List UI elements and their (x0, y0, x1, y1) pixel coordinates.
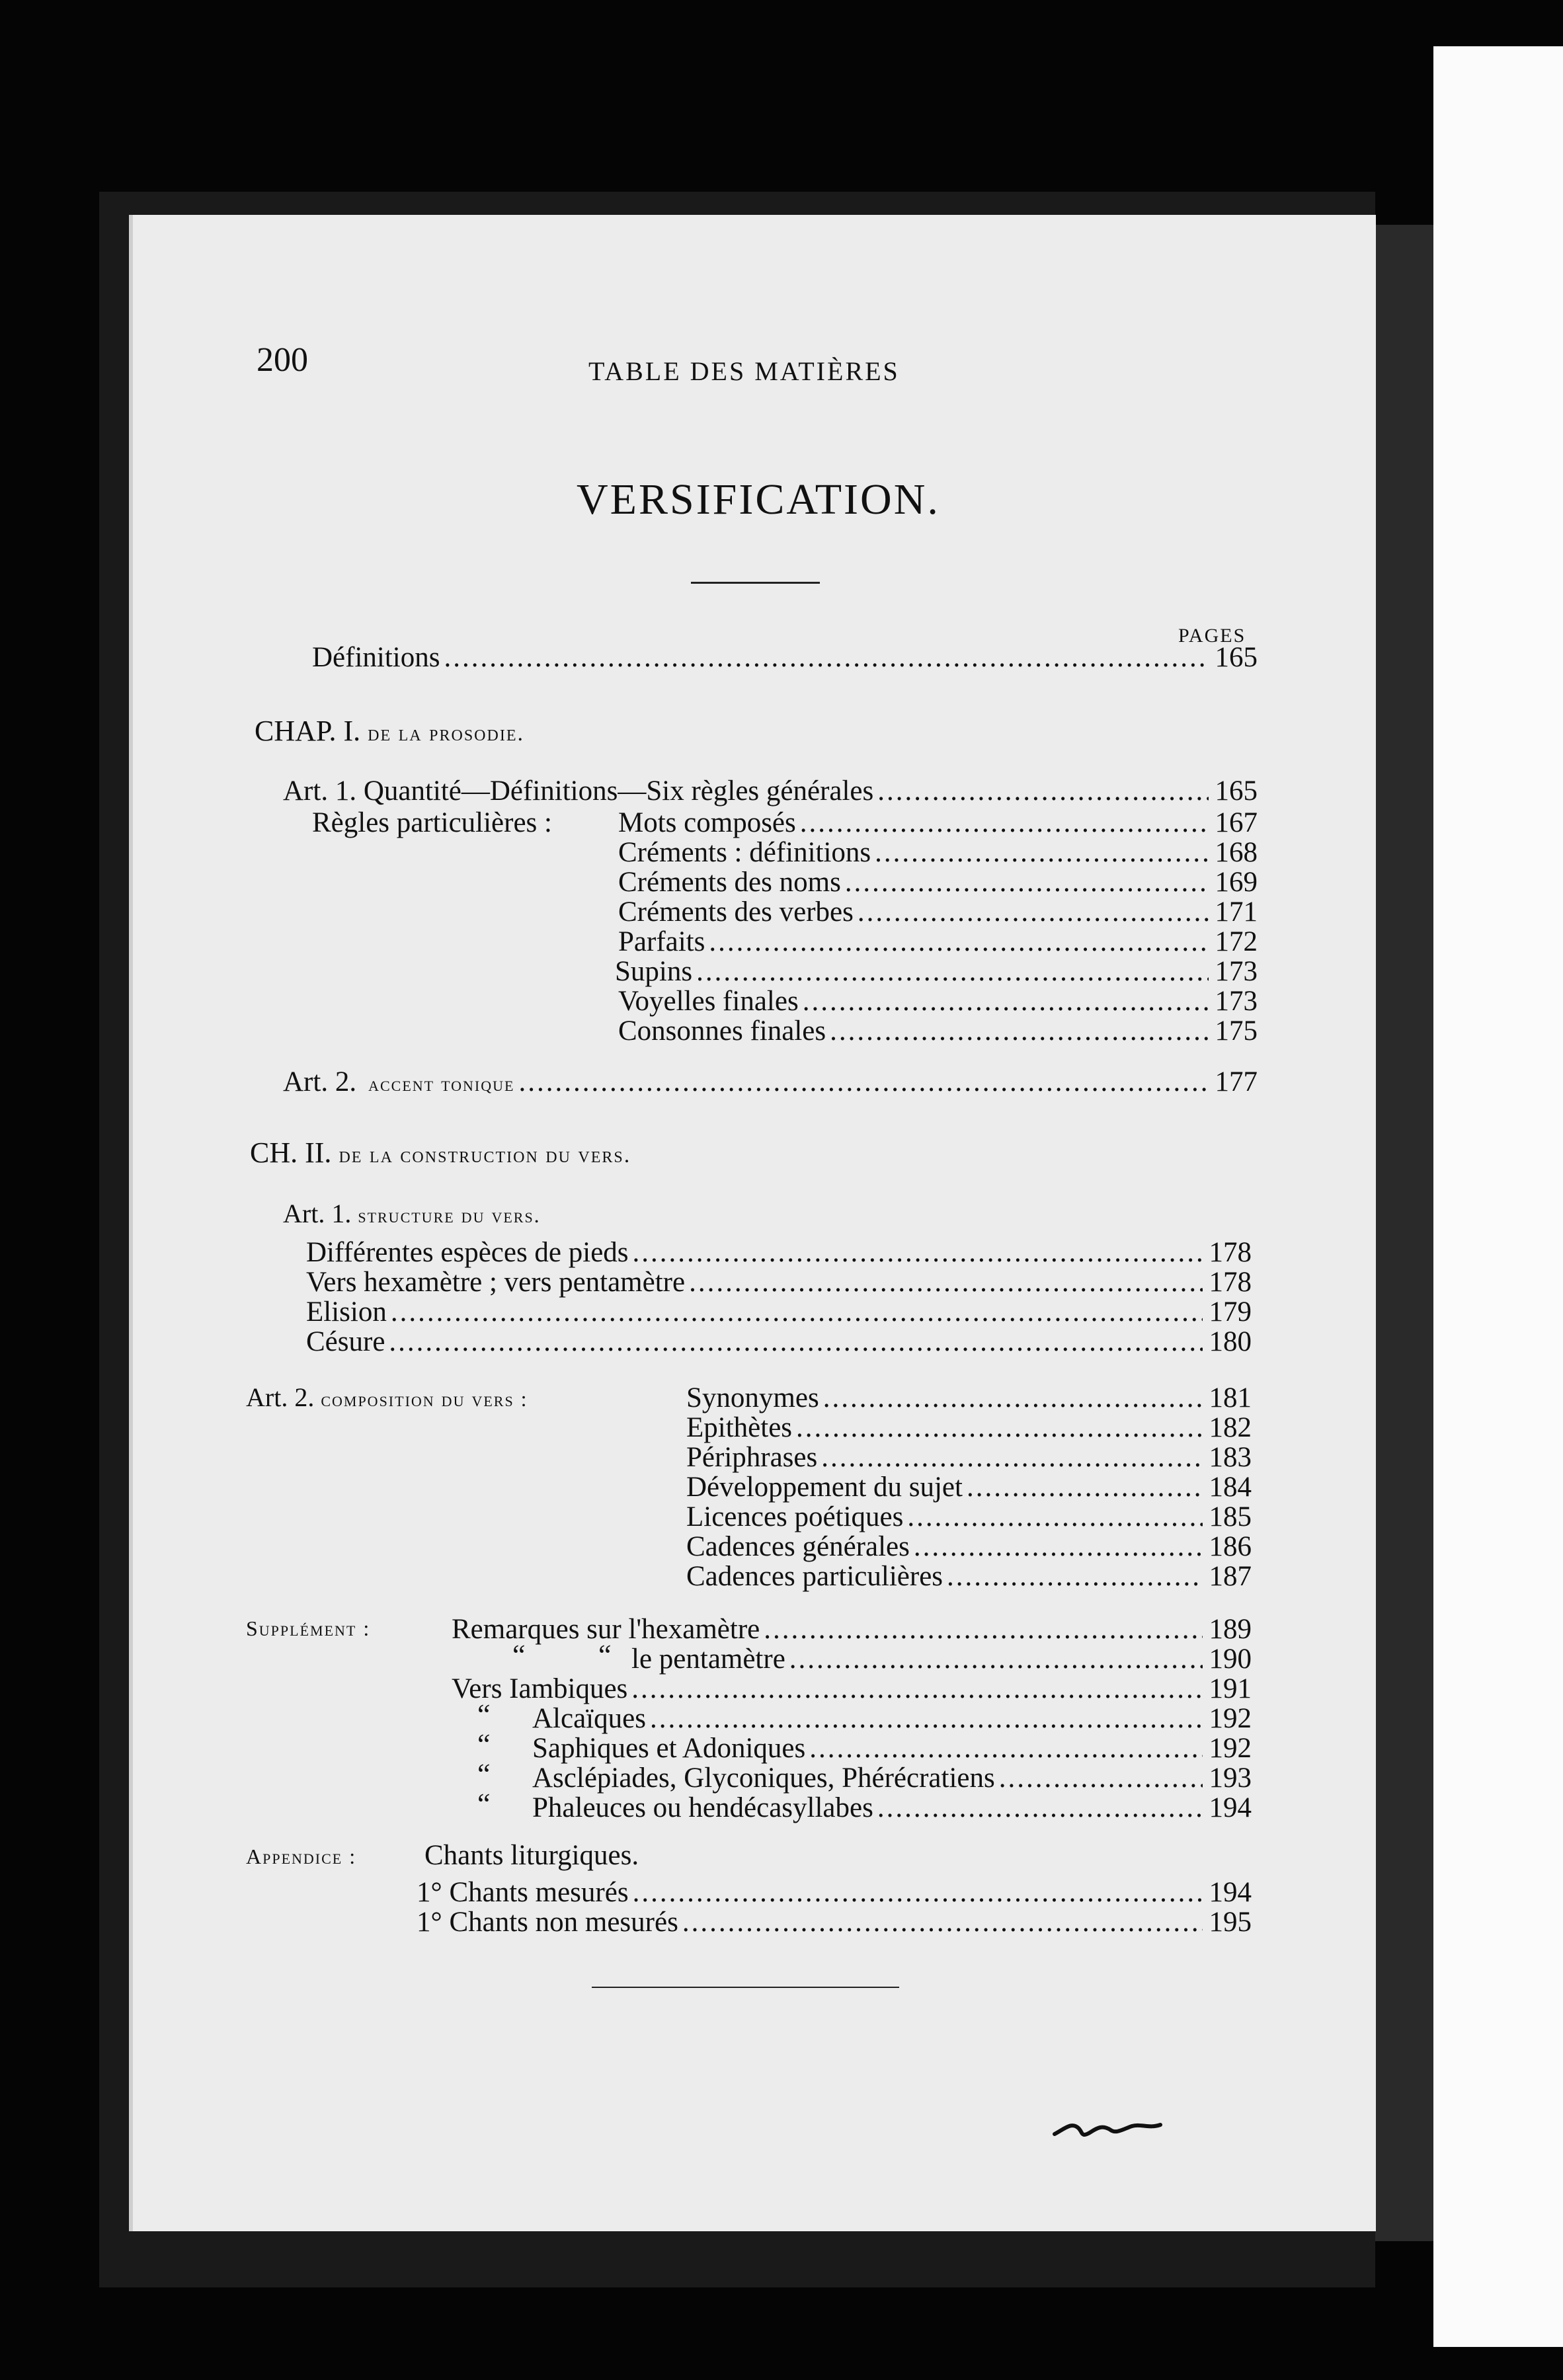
handwritten-mark (1051, 2109, 1164, 2149)
ditto-mark: “ (512, 1639, 526, 1671)
leader-dots (967, 1471, 1203, 1503)
chapter-prefix: CHAP. I. (255, 715, 361, 747)
leader-dots (633, 1876, 1203, 1909)
entry-page: 173 (1215, 986, 1258, 1017)
article-title: structure du vers. (358, 1203, 541, 1227)
entry-page: 190 (1209, 1644, 1252, 1675)
entry-page: 189 (1209, 1614, 1252, 1645)
leader-dots (999, 1762, 1203, 1794)
page-number: 200 (257, 341, 308, 379)
toc-entry (686, 1411, 1252, 1444)
leader-dots (796, 1411, 1203, 1444)
entry-label: Vers hexamètre ; vers pentamètre (306, 1267, 686, 1298)
toc-entry (618, 866, 1258, 898)
leader-dots (800, 807, 1209, 839)
entry-label: Remarques sur l'hexamètre (452, 1614, 760, 1645)
leader-dots (631, 1673, 1203, 1705)
entry-label: Cadences générales (686, 1531, 910, 1562)
toc-entry (686, 1471, 1252, 1503)
entry-page: 187 (1209, 1561, 1252, 1592)
toc-entry (631, 1643, 1252, 1675)
leader-dots (947, 1560, 1203, 1593)
appendice-prefix: Appendice : (246, 1844, 357, 1868)
ditto-mark: “ (477, 1788, 491, 1820)
entry-label: Voyelles finales (618, 986, 799, 1017)
toc-entry (452, 1613, 1252, 1646)
ditto-mark: “ (598, 1639, 612, 1671)
leader-dots (830, 1015, 1209, 1047)
toc-entry (686, 1441, 1252, 1474)
leader-dots (907, 1501, 1203, 1533)
toc-entry (306, 1266, 1252, 1298)
article-title: composition du vers : (321, 1387, 528, 1411)
entry-page: 194 (1209, 1792, 1252, 1823)
article-heading (283, 1198, 541, 1229)
entry-page: 167 (1215, 807, 1258, 838)
leader-dots (389, 1326, 1203, 1358)
entry-label: Art. 1. Quantité—Définitions—Six règles générales (283, 775, 874, 807)
toc-entry (306, 1236, 1252, 1269)
toc-entry (686, 1560, 1252, 1593)
entry-label: Périphrases (686, 1442, 818, 1473)
toc-entry (618, 836, 1258, 869)
toc-entry (686, 1530, 1252, 1563)
entry-page: 192 (1209, 1733, 1252, 1764)
entry-label: 1° Chants mesurés (417, 1877, 629, 1908)
entry-page: 173 (1215, 956, 1258, 987)
leader-dots (709, 926, 1209, 958)
leader-dots (764, 1613, 1203, 1646)
article-prefix: Art. 1. (283, 1199, 352, 1228)
article-prefix: Art. 2. (246, 1382, 315, 1412)
entry-label: accent tonique (368, 1072, 515, 1095)
entry-label: Créments des noms (618, 867, 841, 898)
entry-label: Différentes espèces de pieds (306, 1237, 629, 1268)
entry-label: 1° Chants non mesurés (417, 1907, 678, 1938)
leader-dots (823, 1382, 1203, 1414)
chapter-heading (250, 1136, 631, 1170)
leader-dots (803, 985, 1209, 1017)
toc-entry (306, 1326, 1252, 1358)
entry-page: 194 (1209, 1877, 1252, 1908)
entry-page: 180 (1209, 1326, 1252, 1357)
toc-entry (618, 896, 1258, 928)
entry-page: 193 (1209, 1763, 1252, 1794)
leader-dots (789, 1643, 1203, 1675)
entry-label: Parfaits (618, 926, 705, 957)
toc-entry (417, 1906, 1252, 1938)
toc-entry (618, 926, 1258, 958)
entry-page: 178 (1209, 1237, 1252, 1268)
entry-page: 183 (1209, 1442, 1252, 1473)
toc-entry (306, 1296, 1252, 1328)
toc-entry (618, 807, 1258, 839)
toc-entry (452, 1673, 1252, 1705)
entry-page: 172 (1215, 926, 1258, 957)
entry-page: 168 (1215, 837, 1258, 868)
entry-page: 186 (1209, 1531, 1252, 1562)
toc-entry (532, 1792, 1252, 1824)
pages-column-label: PAGES (1178, 625, 1246, 647)
toc-entry (686, 1501, 1252, 1533)
leader-dots (877, 1792, 1203, 1824)
entry-page: 192 (1209, 1703, 1252, 1734)
leader-dots (689, 1266, 1203, 1298)
entry-page: 175 (1215, 1015, 1258, 1047)
entry-label: Cadences particulières (686, 1561, 943, 1592)
toc-entry (532, 1732, 1252, 1765)
toc-entry (532, 1762, 1252, 1794)
entry-label: Consonnes finales (618, 1015, 826, 1047)
entry-page: 191 (1209, 1673, 1252, 1704)
entry-page: 184 (1209, 1472, 1252, 1503)
ditto-mark: “ (477, 1698, 491, 1731)
leader-dots (650, 1702, 1203, 1735)
entry-page: 185 (1209, 1501, 1252, 1532)
chapter-prefix: CH. II. (250, 1136, 332, 1169)
entry-label: Césure (306, 1326, 385, 1357)
section-title: VERSIFICATION. (577, 475, 940, 524)
title-rule (691, 582, 820, 584)
entry-label: Alcaïques (532, 1703, 646, 1734)
entry-label: Epithètes (686, 1412, 793, 1443)
entry-page: 195 (1209, 1907, 1252, 1938)
entry-page: 179 (1209, 1296, 1252, 1328)
entry-label: Elision (306, 1296, 387, 1328)
leader-dots (875, 836, 1209, 869)
article-heading (246, 1382, 528, 1413)
entry-page: 178 (1209, 1267, 1252, 1298)
entry-page: 169 (1215, 867, 1258, 898)
supplement-prefix: Supplément : (246, 1616, 371, 1640)
closing-rule (592, 1987, 899, 1988)
leader-dots (696, 955, 1209, 988)
running-title: TABLE DES MATIÈRES (588, 356, 900, 386)
toc-entry (686, 1382, 1252, 1414)
entry-label: Vers Iambiques (452, 1673, 628, 1704)
entry-label: Mots composés (618, 807, 796, 838)
leader-dots (391, 1296, 1203, 1328)
leader-dots (444, 641, 1209, 674)
toc-entry (417, 1876, 1252, 1909)
ditto-mark: “ (477, 1758, 491, 1790)
leader-dots (682, 1906, 1203, 1938)
entry-label: Créments des verbes (618, 896, 854, 928)
entry-label: Synonymes (686, 1382, 819, 1413)
leader-dots (809, 1732, 1203, 1765)
chapter-title: de la prosodie. (368, 721, 524, 746)
entry-page: 165 (1215, 775, 1258, 807)
leader-dots (845, 866, 1209, 898)
entry-label: Phaleuces ou hendécasyllabes (532, 1792, 873, 1823)
leader-dots (858, 896, 1209, 928)
toc-entry (283, 775, 1258, 807)
entry-label: Licences poétiques (686, 1501, 904, 1532)
leader-dots (821, 1441, 1203, 1474)
ditto-mark: “ (477, 1728, 491, 1761)
leader-dots (518, 1066, 1209, 1098)
entry-label: Saphiques et Adoniques (532, 1733, 806, 1764)
entry-label: Asclépiades, Glyconiques, Phérécratiens (532, 1763, 995, 1794)
toc-entry (615, 955, 1258, 988)
facing-page (1433, 46, 1563, 2347)
entry-label: le pentamètre (631, 1644, 785, 1675)
chapter-title: de la construction du vers. (339, 1143, 631, 1168)
entry-page: 181 (1209, 1382, 1252, 1413)
leader-dots (914, 1530, 1203, 1563)
regles-prefix: Règles particulières : (312, 807, 552, 838)
entry-label: Supins (615, 956, 693, 987)
entry-label: Développement du sujet (686, 1472, 963, 1503)
entry-label: Définitions (312, 642, 440, 673)
page-gutter-shadow (1375, 225, 1435, 2241)
entry-page: 171 (1215, 896, 1258, 928)
entry-label: Créments : définitions (618, 837, 871, 868)
entry-page: 177 (1215, 1066, 1258, 1097)
toc-entry (532, 1702, 1252, 1735)
leader-dots (633, 1236, 1203, 1269)
entry-page: 165 (1215, 642, 1258, 673)
toc-entry (618, 985, 1258, 1017)
leader-dots (877, 775, 1209, 807)
appendice-heading: Chants liturgiques. (424, 1840, 639, 1871)
chapter-heading (255, 714, 524, 748)
entry-page: 182 (1209, 1412, 1252, 1443)
article-prefix: Art. 2. (283, 1066, 357, 1097)
toc-entry (283, 1066, 1258, 1098)
toc-entry (618, 1015, 1258, 1047)
toc-entry (312, 641, 1258, 674)
